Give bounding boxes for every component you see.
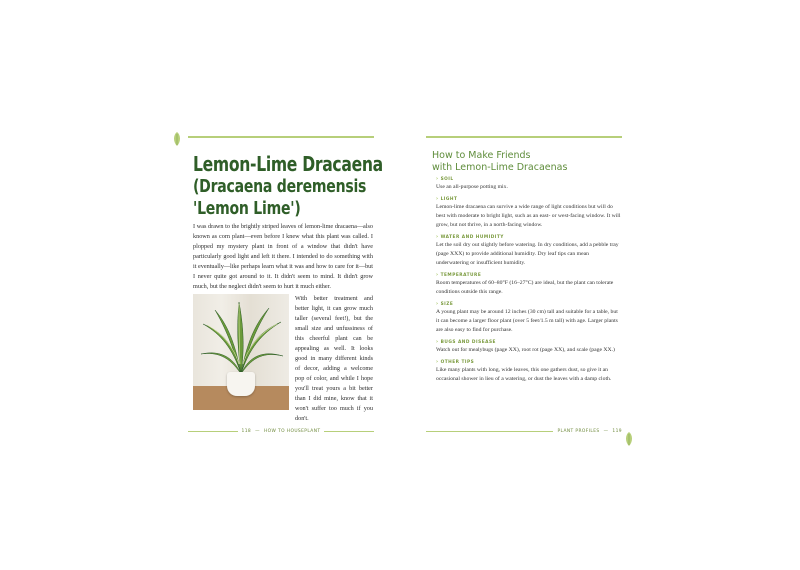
section-heading: › WATER AND HUMIDITY <box>436 234 504 240</box>
section-body: Lemon-lime dracaena can survive a wide range of light conditions but will do best with moderate to bright light, such as an east- or west-facing window. It will grow, but not thrive, in a north-facing window. <box>436 204 621 228</box>
chevron-right-icon: › <box>436 339 439 345</box>
chevron-right-icon: › <box>436 234 439 240</box>
care-section-temperature <box>436 272 622 297</box>
care-heading <box>432 150 567 174</box>
right-footer <box>426 429 622 434</box>
left-page <box>178 136 383 434</box>
left-footer <box>188 429 374 434</box>
intro-paragraph: I was drawn to the brightly striped leaves of lemon-lime dracaena—also known as corn plant—even before I knew what this plant was called. I plopped my mystery plant in front of a window that didn't have particularly good light and left it there. I intended to do something with it eventually—like perhaps learn what it was and how to care for it—but I never quite got around to it. It didn't seem to mind. It didn't grow much, but the neglect didn't seem to hurt it much either. <box>193 223 373 290</box>
section-heading: › SIZE <box>436 301 454 307</box>
wrap-paragraph: With better treatment and better light, it can grow much taller (several feet!), but the small size and unfussiness of this cheerful plant can be appealing as well. It looks good in many different kinds of decor, adding a welcome pop of color, and while I hope you'll treat yours a bit better than I did mine, know that it won't suffer too much if you don't. <box>295 295 373 422</box>
right-page <box>426 136 622 434</box>
care-section-other <box>436 359 622 384</box>
leaf-icon <box>172 132 182 146</box>
leaf-icon <box>624 432 634 446</box>
care-section-bugs <box>436 339 622 355</box>
section-heading: › OTHER TIPS <box>436 359 475 365</box>
chevron-right-icon: › <box>436 359 439 365</box>
care-heading-line2: with Lemon-Lime Dracaenas <box>432 162 568 173</box>
plant-pot <box>227 372 255 396</box>
footer-rule <box>426 431 553 432</box>
care-heading-line1: How to Make Friends <box>432 150 531 161</box>
care-section-water <box>436 234 622 268</box>
footer-dash: — <box>603 429 609 434</box>
footer-section: HOW TO HOUSEPLANT <box>263 429 321 434</box>
footer-rule <box>188 431 238 432</box>
section-body: A young plant may be around 12 inches (30 cm) tall and suitable for a table, but it can become a larger floor plant (over 5 feet/1.5 m tall) with age. Larger plants are also easy to find for purchase. <box>436 309 618 333</box>
chevron-right-icon: › <box>436 176 439 182</box>
page-subtitle-line2: 'Lemon Lime') <box>193 198 301 219</box>
top-rule <box>188 136 374 138</box>
care-section-light <box>436 196 622 230</box>
page-subtitle-line1: (Dracaena deremensis <box>193 176 367 197</box>
page-number: 119 <box>612 429 622 434</box>
care-sections <box>436 176 622 388</box>
section-body: Let the soil dry out slightly before watering. In dry conditions, add a pebble tray (page XXX) to provide additional humidity. Dry leaf tips can mean underwatering or insufficient humidity. <box>436 242 619 266</box>
care-section-size <box>436 301 622 335</box>
footer-dash: — <box>255 429 260 434</box>
section-heading: › LIGHT <box>436 196 458 202</box>
chevron-right-icon: › <box>436 301 439 307</box>
care-section-soil <box>436 176 622 192</box>
chevron-right-icon: › <box>436 272 439 278</box>
section-heading: › SOIL <box>436 176 454 182</box>
page-number: 118 <box>241 429 252 434</box>
section-body: Room temperatures of 60–80°F (16–27°C) are ideal, but the plant can tolerate conditions outside this range. <box>436 280 614 295</box>
chevron-right-icon: › <box>436 196 439 202</box>
page-title: Lemon-Lime Dracaena <box>193 152 383 176</box>
top-rule <box>426 136 622 138</box>
section-heading: › TEMPERATURE <box>436 272 482 278</box>
footer-rule <box>324 431 374 432</box>
title-block <box>193 152 383 220</box>
section-body: Watch out for mealybugs (page XX), root rot (page XX), and scale (page XX.) <box>436 347 615 353</box>
footer-section: PLANT PROFILES <box>557 429 600 434</box>
section-heading: › BUGS AND DISEASE <box>436 339 496 345</box>
section-body: Use an all-purpose potting mix. <box>436 184 508 190</box>
section-body: Like many plants with long, wide leaves, this one gathers dust, so give it an occasional shower in lieu of a watering, or dust the leaves with a damp cloth. <box>436 367 612 382</box>
plant-photo <box>193 294 289 410</box>
